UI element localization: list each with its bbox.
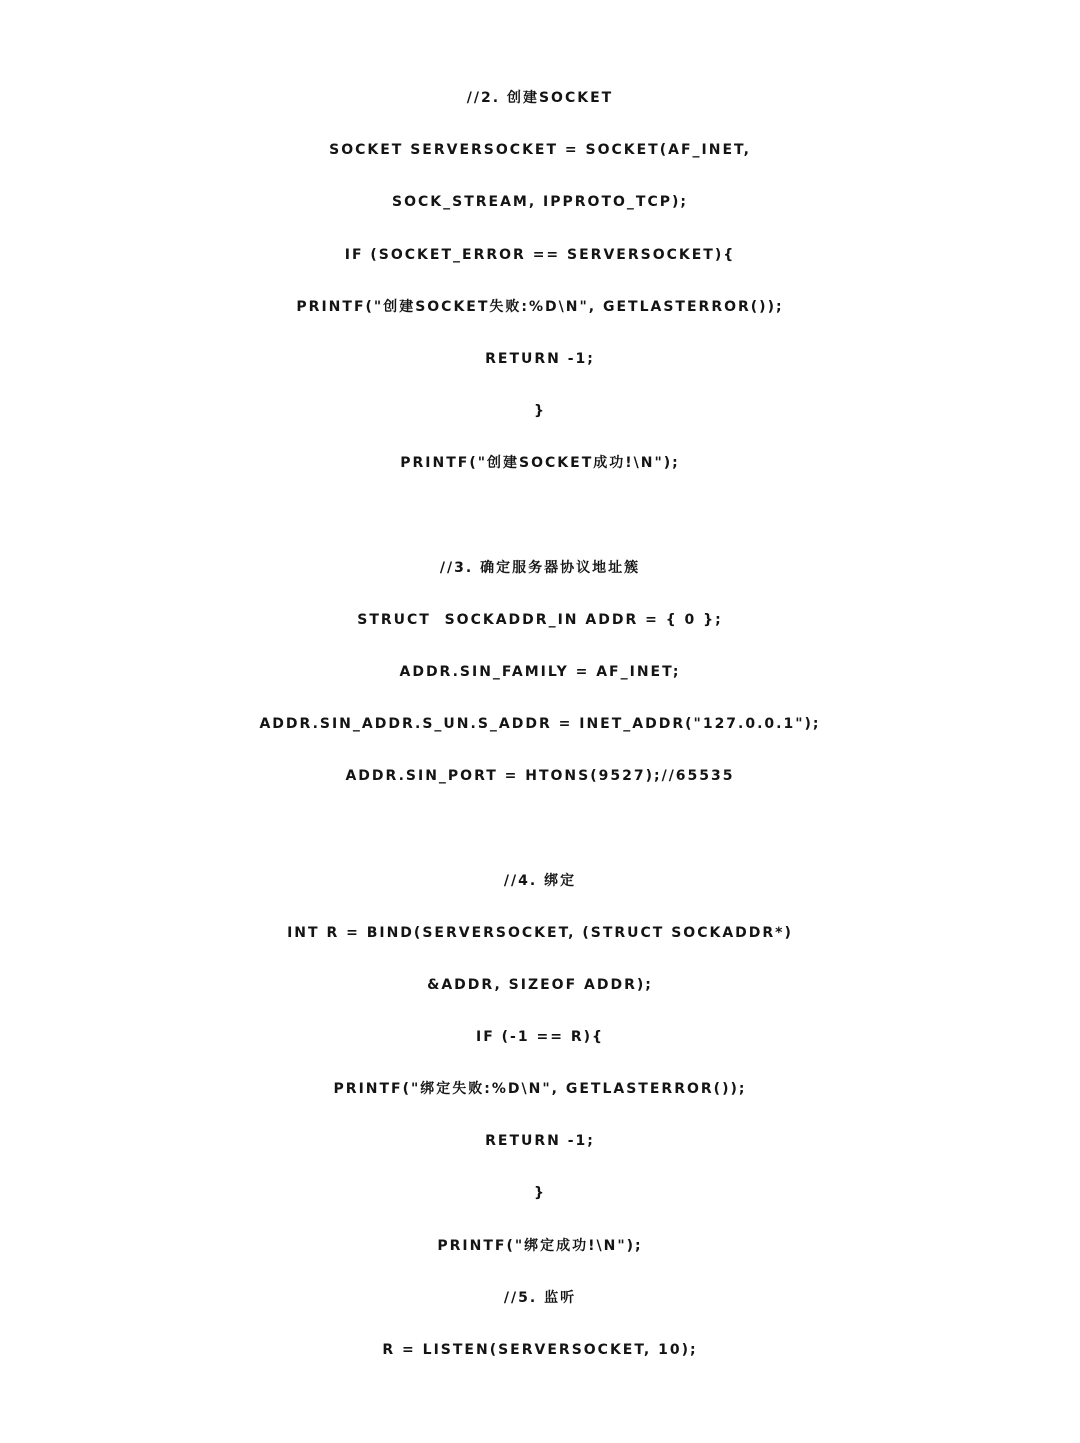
code-line: } <box>534 1185 546 1201</box>
code-line: ADDR.SIN_ADDR.S_UN.S_ADDR = INET_ADDR("127.0.0.1"); <box>259 716 821 732</box>
code-line: STRUCT SOCKADDR_IN ADDR = { 0 }; <box>357 612 723 628</box>
code-comment-listen: //5. 监听 <box>503 1290 577 1306</box>
code-line: } <box>534 403 546 419</box>
code-line: SOCKET SERVERSOCKET = SOCKET(AF_INET, <box>329 142 751 158</box>
code-line: ADDR.SIN_PORT = HTONS(9527);//65535 <box>345 768 735 784</box>
code-comment-address-family: //3. 确定服务器协议地址簇 <box>439 560 641 576</box>
code-line: INT R = BIND(SERVERSOCKET, (STRUCT SOCKADDR*) <box>287 925 793 941</box>
code-line: PRINTF("绑定成功!\N"); <box>437 1238 643 1254</box>
code-comment-bind: //4. 绑定 <box>503 873 577 889</box>
code-line: PRINTF("创建SOCKET成功!\N"); <box>400 455 680 471</box>
code-line: PRINTF("创建SOCKET失败:%D\N", GETLASTERROR()); <box>296 299 784 315</box>
code-comment-create-socket: //2. 创建SOCKET <box>466 90 614 106</box>
code-line: SOCK_STREAM, IPPROTO_TCP); <box>392 194 688 210</box>
code-line: &ADDR, SIZEOF ADDR); <box>427 977 653 993</box>
code-line: PRINTF("绑定失败:%D\N", GETLASTERROR()); <box>333 1081 747 1097</box>
code-line: IF (-1 == R){ <box>476 1029 604 1045</box>
code-line: RETURN -1; <box>485 351 595 367</box>
code-line: ADDR.SIN_FAMILY = AF_INET; <box>399 664 681 680</box>
code-line: IF (SOCKET_ERROR == SERVERSOCKET){ <box>344 247 736 263</box>
code-line: R = LISTEN(SERVERSOCKET, 10); <box>382 1342 698 1358</box>
code-line: RETURN -1; <box>485 1133 595 1149</box>
